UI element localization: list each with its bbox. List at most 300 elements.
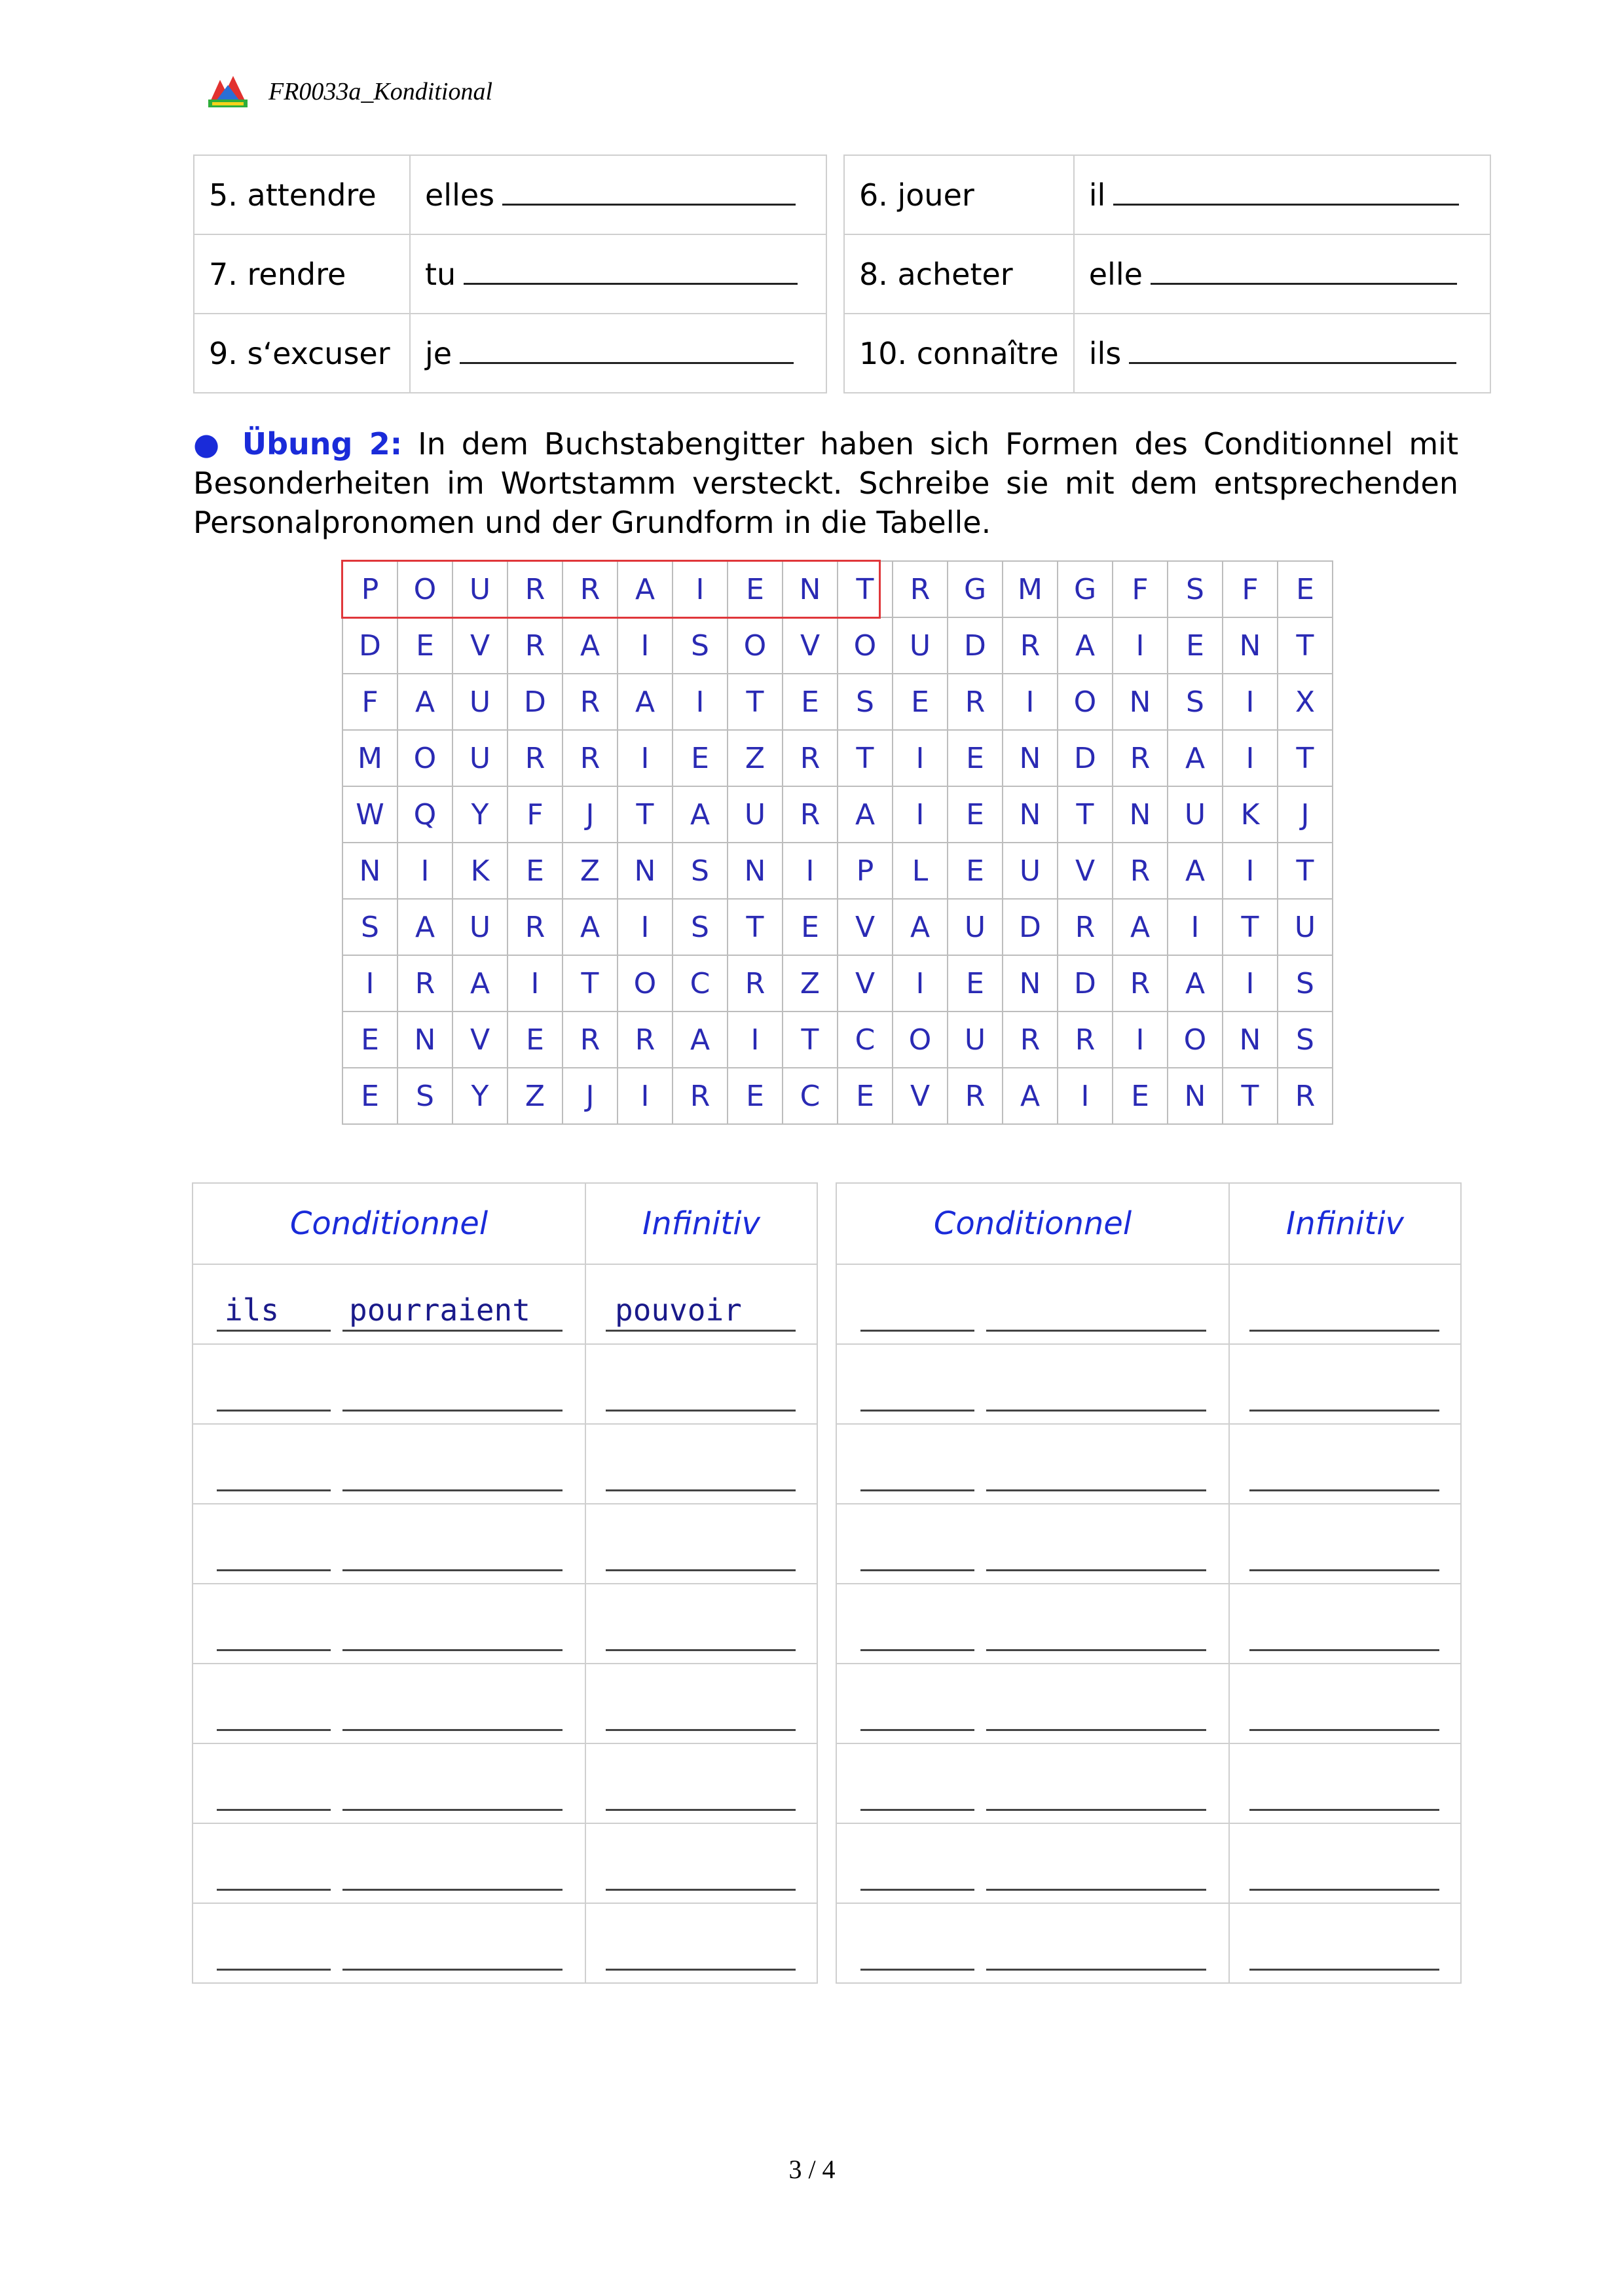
grid-letter[interactable]: O: [728, 617, 783, 674]
answer-cell[interactable]: [1074, 314, 1490, 393]
form-blank[interactable]: [342, 1489, 563, 1491]
pronoun-blank[interactable]: [860, 1569, 974, 1571]
infinitive-blank[interactable]: [606, 1649, 796, 1651]
infinitive-blank[interactable]: [606, 1729, 796, 1731]
grid-letter[interactable]: E: [1278, 561, 1333, 617]
grid-letter[interactable]: V: [838, 899, 893, 955]
pronoun-label: tu: [425, 256, 456, 292]
grid-letter[interactable]: E: [728, 561, 783, 617]
table-row: [836, 1424, 1461, 1504]
infinitiv-cell[interactable]: [585, 1504, 817, 1584]
infinitive-blank[interactable]: [1249, 1889, 1439, 1891]
pronoun-blank[interactable]: [217, 1489, 331, 1491]
form-blank[interactable]: [986, 1969, 1206, 1971]
grid-letter[interactable]: Z: [563, 843, 618, 899]
grid-letter[interactable]: I: [783, 843, 838, 899]
infinitive-blank[interactable]: [606, 1809, 796, 1811]
grid-letter[interactable]: S: [1168, 561, 1223, 617]
grid-letter[interactable]: U: [948, 1011, 1003, 1068]
infinitive-blank[interactable]: [1249, 1809, 1439, 1811]
pronoun-blank[interactable]: [217, 1330, 331, 1332]
grid-letter[interactable]: Y: [452, 1068, 507, 1124]
grid-letter[interactable]: X: [1278, 674, 1333, 730]
grid-letter[interactable]: K: [1223, 786, 1278, 843]
grid-letter[interactable]: I: [1223, 843, 1278, 899]
grid-letter[interactable]: D: [1058, 955, 1113, 1011]
grid-letter[interactable]: I: [893, 955, 948, 1011]
grid-letter[interactable]: V: [838, 955, 893, 1011]
grid-row: [342, 786, 1333, 843]
conditionnel-cell[interactable]: [836, 1664, 1229, 1743]
pronoun-blank[interactable]: [217, 1410, 331, 1412]
grid-letter[interactable]: I: [1113, 617, 1168, 674]
grid-letter[interactable]: A: [1113, 899, 1168, 955]
table-row: [836, 1344, 1461, 1424]
grid-letter[interactable]: V: [783, 617, 838, 674]
grid-letter[interactable]: I: [1223, 730, 1278, 786]
grid-letter[interactable]: S: [673, 843, 728, 899]
infinitiv-cell[interactable]: [585, 1903, 817, 1983]
grid-letter[interactable]: N: [1113, 786, 1168, 843]
page-number: 3 / 4: [788, 2155, 836, 2184]
infinitiv-cell[interactable]: [585, 1743, 817, 1823]
header-row: [193, 1183, 817, 1264]
grid-letter[interactable]: I: [1223, 674, 1278, 730]
pronoun-blank[interactable]: [860, 1489, 974, 1491]
infinitiv-cell[interactable]: [1229, 1264, 1461, 1344]
grid-letter[interactable]: T: [838, 730, 893, 786]
grid-letter[interactable]: E: [948, 730, 1003, 786]
grid-letter[interactable]: S: [1278, 1011, 1333, 1068]
infinitiv-cell[interactable]: [585, 1823, 817, 1903]
form-blank[interactable]: [342, 1569, 563, 1571]
grid-letter[interactable]: A: [563, 899, 618, 955]
grid-letter[interactable]: M: [342, 730, 397, 786]
grid-letter[interactable]: O: [1058, 674, 1113, 730]
infinitiv-cell[interactable]: [1229, 1504, 1461, 1584]
grid-letter[interactable]: D: [507, 674, 563, 730]
grid-letter[interactable]: D: [1058, 730, 1113, 786]
form-blank[interactable]: [986, 1729, 1206, 1731]
infinitive-blank[interactable]: [1249, 1969, 1439, 1971]
grid-letter[interactable]: E: [507, 1011, 563, 1068]
grid-letter[interactable]: S: [838, 674, 893, 730]
grid-letter[interactable]: I: [1113, 1011, 1168, 1068]
grid-letter[interactable]: C: [673, 955, 728, 1011]
grid-letter[interactable]: O: [397, 561, 452, 617]
grid-letter[interactable]: N: [397, 1011, 452, 1068]
grid-letter[interactable]: A: [1168, 843, 1223, 899]
grid-letter[interactable]: A: [618, 561, 673, 617]
grid-letter[interactable]: E: [728, 1068, 783, 1124]
pronoun-blank[interactable]: [860, 1410, 974, 1412]
grid-letter[interactable]: I: [728, 1011, 783, 1068]
grid-letter[interactable]: S: [1278, 955, 1333, 1011]
grid-letter[interactable]: S: [673, 617, 728, 674]
grid-letter[interactable]: R: [563, 674, 618, 730]
grid-letter[interactable]: R: [948, 674, 1003, 730]
infinitiv-cell[interactable]: [585, 1264, 817, 1344]
grid-letter[interactable]: J: [563, 786, 618, 843]
grid-letter[interactable]: N: [1003, 730, 1058, 786]
grid-letter[interactable]: A: [1168, 730, 1223, 786]
grid-letter[interactable]: W: [342, 786, 397, 843]
infinitive-blank[interactable]: [606, 1889, 796, 1891]
form-blank[interactable]: [342, 1889, 563, 1891]
grid-letter[interactable]: F: [342, 674, 397, 730]
grid-letter[interactable]: E: [397, 617, 452, 674]
grid-letter[interactable]: R: [618, 1011, 673, 1068]
answer-blank[interactable]: [1151, 270, 1457, 285]
pronoun-blank[interactable]: [217, 1889, 331, 1891]
grid-letter[interactable]: U: [1168, 786, 1223, 843]
grid-letter[interactable]: N: [1223, 1011, 1278, 1068]
infinitive-blank[interactable]: [1249, 1649, 1439, 1651]
grid-letter[interactable]: F: [1113, 561, 1168, 617]
infinitive-blank[interactable]: [606, 1330, 796, 1332]
answer-blank[interactable]: [502, 191, 796, 206]
grid-letter[interactable]: A: [452, 955, 507, 1011]
grid-letter[interactable]: R: [893, 561, 948, 617]
conditionnel-cell[interactable]: [836, 1743, 1229, 1823]
grid-letter[interactable]: R: [1278, 1068, 1333, 1124]
grid-letter[interactable]: I: [673, 561, 728, 617]
grid-letter[interactable]: E: [342, 1068, 397, 1124]
conditionnel-cell[interactable]: [836, 1264, 1229, 1344]
conditionnel-cell[interactable]: [836, 1903, 1229, 1983]
infinitiv-cell[interactable]: [585, 1584, 817, 1664]
grid-letter[interactable]: C: [783, 1068, 838, 1124]
answer-blank[interactable]: [460, 349, 794, 364]
grid-letter[interactable]: R: [1113, 955, 1168, 1011]
grid-letter[interactable]: O: [838, 617, 893, 674]
grid-letter[interactable]: A: [618, 674, 673, 730]
pronoun-blank[interactable]: [217, 1569, 331, 1571]
grid-letter[interactable]: R: [948, 1068, 1003, 1124]
grid-letter[interactable]: N: [1003, 786, 1058, 843]
grid-letter[interactable]: T: [618, 786, 673, 843]
grid-letter[interactable]: Y: [452, 786, 507, 843]
grid-letter[interactable]: R: [507, 899, 563, 955]
infinitive-blank[interactable]: [606, 1489, 796, 1491]
grid-letter[interactable]: F: [507, 786, 563, 843]
grid-letter[interactable]: I: [673, 674, 728, 730]
form-blank[interactable]: [342, 1410, 563, 1412]
grid-letter[interactable]: V: [452, 1011, 507, 1068]
grid-letter[interactable]: R: [783, 786, 838, 843]
answer-cell[interactable]: [1074, 234, 1490, 314]
grid-letter[interactable]: T: [1278, 730, 1333, 786]
grid-letter[interactable]: I: [893, 786, 948, 843]
form-blank[interactable]: [342, 1729, 563, 1731]
infinitiv-cell[interactable]: [1229, 1903, 1461, 1983]
grid-letter[interactable]: N: [1113, 674, 1168, 730]
infinitiv-cell[interactable]: [585, 1424, 817, 1504]
infinitiv-cell[interactable]: [1229, 1344, 1461, 1424]
grid-letter[interactable]: I: [1058, 1068, 1113, 1124]
grid-letter[interactable]: I: [1003, 674, 1058, 730]
grid-letter[interactable]: A: [838, 786, 893, 843]
grid-letter[interactable]: J: [1278, 786, 1333, 843]
grid-letter[interactable]: E: [948, 843, 1003, 899]
grid-letter[interactable]: A: [1058, 617, 1113, 674]
infinitiv-cell[interactable]: [1229, 1584, 1461, 1664]
grid-letter[interactable]: T: [728, 674, 783, 730]
grid-letter[interactable]: V: [452, 617, 507, 674]
infinitive-blank[interactable]: [1249, 1489, 1439, 1491]
grid-letter[interactable]: I: [397, 843, 452, 899]
table-row: [844, 314, 1490, 393]
grid-letter[interactable]: R: [507, 730, 563, 786]
table-row: [193, 1344, 817, 1424]
grid-letter[interactable]: G: [1058, 561, 1113, 617]
pronoun-blank[interactable]: [860, 1330, 974, 1332]
grid-letter[interactable]: U: [452, 674, 507, 730]
grid-letter[interactable]: G: [948, 561, 1003, 617]
grid-letter[interactable]: O: [397, 730, 452, 786]
answer-cell[interactable]: [410, 155, 826, 234]
grid-letter[interactable]: I: [893, 730, 948, 786]
grid-letter[interactable]: E: [893, 674, 948, 730]
grid-letter[interactable]: N: [342, 843, 397, 899]
grid-letter[interactable]: V: [893, 1068, 948, 1124]
grid-letter[interactable]: T: [1223, 1068, 1278, 1124]
grid-letter[interactable]: U: [452, 899, 507, 955]
conditionnel-cell[interactable]: [193, 1264, 585, 1344]
grid-letter[interactable]: T: [1223, 899, 1278, 955]
infinitiv-cell[interactable]: [585, 1344, 817, 1424]
grid-letter[interactable]: I: [1223, 955, 1278, 1011]
grid-letter[interactable]: U: [1003, 843, 1058, 899]
form-blank[interactable]: [986, 1569, 1206, 1571]
grid-letter[interactable]: R: [1113, 730, 1168, 786]
pronoun-blank[interactable]: [217, 1809, 331, 1811]
grid-letter[interactable]: T: [783, 1011, 838, 1068]
grid-letter[interactable]: E: [948, 786, 1003, 843]
conditionnel-cell[interactable]: [836, 1504, 1229, 1584]
grid-letter[interactable]: A: [673, 786, 728, 843]
grid-letter[interactable]: S: [397, 1068, 452, 1124]
grid-letter[interactable]: E: [838, 1068, 893, 1124]
grid-letter[interactable]: R: [673, 1068, 728, 1124]
grid-letter[interactable]: S: [342, 899, 397, 955]
infinitiv-cell[interactable]: [1229, 1664, 1461, 1743]
infinitive-blank[interactable]: [606, 1569, 796, 1571]
answer-cell[interactable]: [410, 234, 826, 314]
grid-letter[interactable]: R: [1003, 617, 1058, 674]
grid-letter[interactable]: A: [1168, 955, 1223, 1011]
grid-letter[interactable]: A: [397, 674, 452, 730]
form-blank[interactable]: [986, 1410, 1206, 1412]
pronoun-blank[interactable]: [217, 1729, 331, 1731]
answer-blank[interactable]: [1113, 191, 1459, 206]
grid-letter[interactable]: T: [1278, 843, 1333, 899]
header-row: [836, 1183, 1461, 1264]
pronoun-blank[interactable]: [860, 1969, 974, 1971]
grid-letter[interactable]: R: [1058, 1011, 1113, 1068]
conditionnel-cell[interactable]: [836, 1823, 1229, 1903]
infinitiv-cell[interactable]: [1229, 1743, 1461, 1823]
form-blank[interactable]: [986, 1489, 1206, 1491]
form-blank[interactable]: [342, 1809, 563, 1811]
grid-letter[interactable]: N: [1003, 955, 1058, 1011]
infinitive-blank[interactable]: [1249, 1330, 1439, 1332]
grid-letter[interactable]: U: [893, 617, 948, 674]
grid-letter[interactable]: R: [563, 561, 618, 617]
grid-letter[interactable]: N: [728, 843, 783, 899]
conditionnel-cell[interactable]: [193, 1424, 585, 1504]
grid-letter[interactable]: Z: [507, 1068, 563, 1124]
infinitive-blank[interactable]: [1249, 1410, 1439, 1412]
grid-letter[interactable]: D: [342, 617, 397, 674]
grid-letter[interactable]: V: [1058, 843, 1113, 899]
grid-letter[interactable]: O: [1168, 1011, 1223, 1068]
page-header: [206, 71, 492, 113]
form-blank[interactable]: [342, 1330, 563, 1332]
grid-letter[interactable]: Z: [783, 955, 838, 1011]
grid-letter[interactable]: I: [342, 955, 397, 1011]
grid-letter[interactable]: U: [728, 786, 783, 843]
answer-blank[interactable]: [464, 270, 798, 285]
grid-letter[interactable]: C: [838, 1011, 893, 1068]
pronoun-blank[interactable]: [860, 1809, 974, 1811]
grid-letter[interactable]: N: [618, 843, 673, 899]
table-row: [193, 1584, 817, 1664]
pronoun-blank[interactable]: [217, 1969, 331, 1971]
grid-letter[interactable]: A: [1003, 1068, 1058, 1124]
infinitive-blank[interactable]: [606, 1410, 796, 1412]
grid-letter[interactable]: F: [1223, 561, 1278, 617]
grid-letter[interactable]: T: [1278, 617, 1333, 674]
grid-row: [342, 955, 1333, 1011]
grid-letter[interactable]: E: [948, 955, 1003, 1011]
grid-letter[interactable]: N: [1168, 1068, 1223, 1124]
answer-cell[interactable]: [410, 314, 826, 393]
form-blank[interactable]: [986, 1649, 1206, 1651]
grid-letter[interactable]: E: [783, 674, 838, 730]
form-blank[interactable]: [342, 1649, 563, 1651]
conditionnel-cell[interactable]: [193, 1504, 585, 1584]
form-blank[interactable]: [342, 1969, 563, 1971]
grid-letter[interactable]: I: [618, 1068, 673, 1124]
grid-letter[interactable]: E: [673, 730, 728, 786]
grid-letter[interactable]: Q: [397, 786, 452, 843]
grid-letter[interactable]: D: [948, 617, 1003, 674]
conditionnel-cell[interactable]: [836, 1584, 1229, 1664]
grid-letter[interactable]: I: [618, 617, 673, 674]
grid-letter[interactable]: E: [1168, 617, 1223, 674]
grid-letter[interactable]: J: [563, 1068, 618, 1124]
grid-letter[interactable]: A: [563, 617, 618, 674]
grid-letter[interactable]: E: [783, 899, 838, 955]
grid-letter[interactable]: K: [452, 843, 507, 899]
grid-letter[interactable]: I: [618, 899, 673, 955]
grid-letter[interactable]: U: [452, 730, 507, 786]
column-header-conditionnel: Conditionnel: [193, 1183, 585, 1264]
grid-letter[interactable]: T: [838, 561, 893, 617]
word-search-grid: [342, 560, 1333, 1125]
exercise1-table-right: [843, 155, 1491, 393]
grid-letter[interactable]: R: [563, 730, 618, 786]
infinitiv-cell[interactable]: [585, 1664, 817, 1743]
grid-letter[interactable]: I: [1168, 899, 1223, 955]
grid-letter[interactable]: P: [342, 561, 397, 617]
conditionnel-cell[interactable]: [193, 1903, 585, 1983]
pronoun-blank[interactable]: [860, 1889, 974, 1891]
pronoun-blank[interactable]: [860, 1649, 974, 1651]
grid-letter[interactable]: L: [893, 843, 948, 899]
form-blank[interactable]: [986, 1889, 1206, 1891]
grid-letter[interactable]: A: [673, 1011, 728, 1068]
grid-letter[interactable]: R: [783, 730, 838, 786]
table-row: [193, 1664, 817, 1743]
grid-letter[interactable]: R: [397, 955, 452, 1011]
grid-letter[interactable]: R: [507, 561, 563, 617]
answer-blank[interactable]: [1129, 349, 1456, 364]
grid-letter[interactable]: E: [342, 1011, 397, 1068]
conditionnel-cell[interactable]: [193, 1584, 585, 1664]
grid-letter[interactable]: R: [1003, 1011, 1058, 1068]
form-blank[interactable]: [986, 1330, 1206, 1332]
answer-cell[interactable]: [1074, 155, 1490, 234]
grid-letter[interactable]: T: [563, 955, 618, 1011]
grid-letter[interactable]: U: [452, 561, 507, 617]
conditionnel-cell[interactable]: [193, 1743, 585, 1823]
infinitive-blank[interactable]: [606, 1969, 796, 1971]
grid-letter[interactable]: O: [618, 955, 673, 1011]
pronoun-blank[interactable]: [860, 1729, 974, 1731]
conditionnel-cell[interactable]: [193, 1823, 585, 1903]
form-blank[interactable]: [986, 1809, 1206, 1811]
grid-letter[interactable]: S: [1168, 674, 1223, 730]
grid-letter[interactable]: E: [507, 843, 563, 899]
grid-letter[interactable]: U: [948, 899, 1003, 955]
infinitive-blank[interactable]: [1249, 1729, 1439, 1731]
grid-letter[interactable]: T: [1058, 786, 1113, 843]
grid-letter[interactable]: T: [728, 899, 783, 955]
conditionnel-cell[interactable]: [836, 1344, 1229, 1424]
table-row: [193, 1424, 817, 1504]
conditionnel-cell[interactable]: [193, 1664, 585, 1743]
grid-letter[interactable]: A: [893, 899, 948, 955]
grid-letter[interactable]: P: [838, 843, 893, 899]
grid-letter[interactable]: M: [1003, 561, 1058, 617]
grid-letter[interactable]: N: [783, 561, 838, 617]
infinitiv-cell[interactable]: [1229, 1823, 1461, 1903]
grid-letter[interactable]: E: [1113, 1068, 1168, 1124]
grid-letter[interactable]: R: [563, 1011, 618, 1068]
grid-letter[interactable]: D: [1003, 899, 1058, 955]
conditionnel-cell[interactable]: [193, 1344, 585, 1424]
column-header-infinitiv: Infinitiv: [1229, 1183, 1461, 1264]
grid-letter[interactable]: R: [728, 955, 783, 1011]
grid-letter[interactable]: R: [1058, 899, 1113, 955]
grid-letter[interactable]: S: [673, 899, 728, 955]
grid-letter[interactable]: I: [618, 730, 673, 786]
grid-letter[interactable]: U: [1278, 899, 1333, 955]
grid-letter[interactable]: R: [1113, 843, 1168, 899]
grid-letter[interactable]: N: [1223, 617, 1278, 674]
grid-letter[interactable]: R: [507, 617, 563, 674]
pronoun-blank[interactable]: [217, 1649, 331, 1651]
grid-letter[interactable]: A: [397, 899, 452, 955]
grid-letter[interactable]: Z: [728, 730, 783, 786]
grid-letter[interactable]: O: [893, 1011, 948, 1068]
grid-letter[interactable]: I: [507, 955, 563, 1011]
conditionnel-cell[interactable]: [836, 1424, 1229, 1504]
infinitive-blank[interactable]: [1249, 1569, 1439, 1571]
infinitiv-cell[interactable]: [1229, 1424, 1461, 1504]
